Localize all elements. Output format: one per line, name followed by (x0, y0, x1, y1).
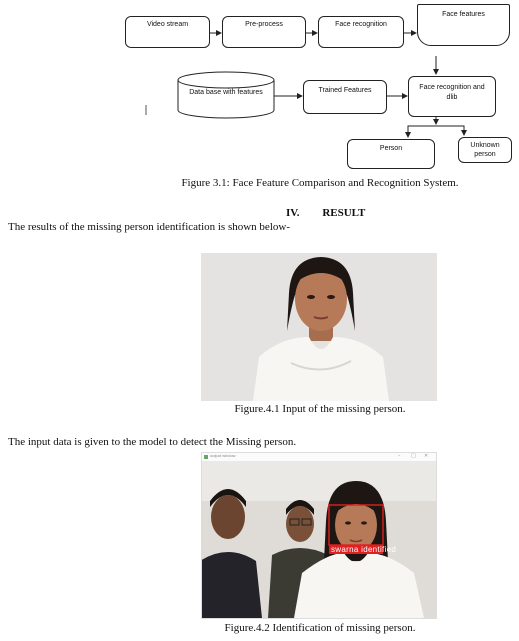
close-icon[interactable]: ✕ (424, 453, 429, 459)
section-heading (286, 207, 365, 219)
intro-text: The results of the missing person identification is shown below- (8, 221, 290, 233)
node-face-recognition: Face recognition (318, 16, 404, 48)
app-icon (204, 455, 208, 459)
window-title-bar (202, 453, 436, 461)
arrow-to-unknown (436, 126, 464, 135)
mid-text: The input data is given to the model to detect the Missing person. (8, 436, 297, 448)
section-number: IV. (286, 207, 300, 219)
node-trained-features: Trained Features (303, 80, 387, 114)
node-person: Person (347, 139, 435, 169)
node-unknown-person: Unknown person (458, 137, 512, 163)
node-pre-process: Pre-process (222, 16, 306, 48)
flowchart (0, 0, 519, 175)
figure-4-2-caption: Figure.4.2 Identification of missing person. (224, 622, 416, 634)
node-database-label: Data base with features (189, 89, 263, 96)
maximize-icon[interactable]: □ (411, 453, 416, 459)
node-video-stream: Video stream (125, 16, 210, 48)
node-face-recognition-dlib: Face recognition and dlib (408, 76, 496, 117)
output-window (201, 452, 437, 619)
camera-frame (202, 461, 436, 618)
node-face-features: Face features (417, 4, 510, 46)
window-title: output window (210, 453, 236, 458)
minimize-icon[interactable]: – (398, 453, 401, 459)
figure-3-1-caption: Figure 3.1: Face Feature Comparison and Recognition System. (181, 177, 459, 189)
input-photo (201, 253, 437, 401)
detection-label: swarna identified (331, 545, 397, 554)
section-title: RESULT (322, 207, 366, 219)
figure-4-1-caption: Figure.4.1 Input of the missing person. (234, 403, 406, 415)
person-illustration (201, 253, 437, 401)
arrow-to-person (408, 126, 436, 137)
